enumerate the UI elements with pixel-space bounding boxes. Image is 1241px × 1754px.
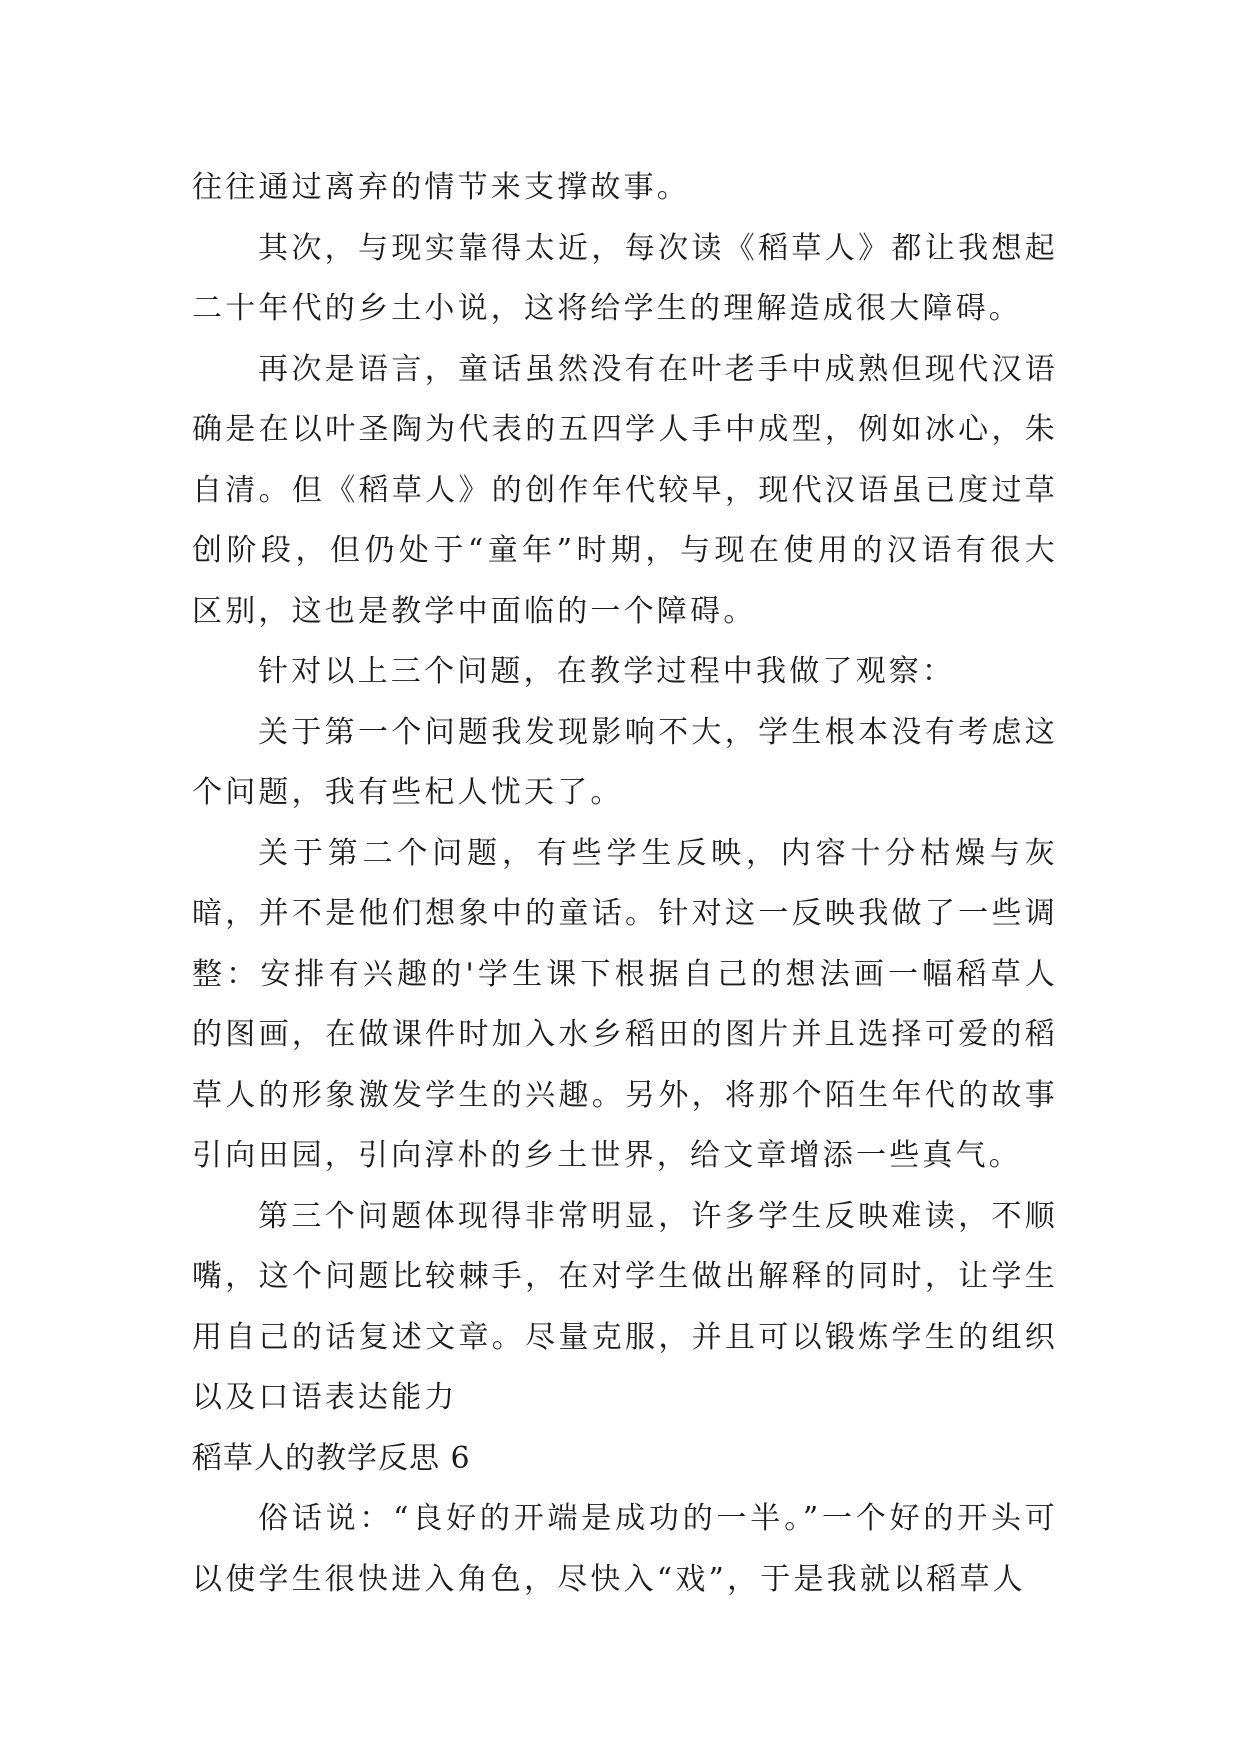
document-body (192, 158, 1058, 1610)
paragraph-first-issue: 关于第一个问题我发现影响不大，学生根本没有考虑这个问题，我有些杞人忧天了。 (192, 714, 1058, 810)
paragraph-observation-intro: 针对以上三个问题，在教学过程中我做了观察： (258, 654, 956, 689)
section-heading: 稻草人的教学反思 6 (192, 1440, 471, 1476)
paragraph-third-issue: 第三个问题体现得非常明显，许多学生反映难读，不顺嘴，这个问题比较棘手，在对学生做出解释的同时，让学生用自己的话复述文章。尽量克服，并且可以锻炼学生的组织以及口语表达能力 (192, 1198, 1058, 1415)
paragraph-opening-proverb: 俗话说：“良好的开端是成功的一半。”一个好的开头可以使学生很快进入角色，尽快入“戏”，于是我就以稻草人 (192, 1501, 1058, 1597)
paragraph-second-issue: 关于第二个问题，有些学生反映，内容十分枯燥与灰暗，并不是他们想象中的童话。针对这一反映我做了一些调整：安排有兴趣的'学生课下根据自己的想法画一幅稻草人的图画，在做课件时加入水乡稻田的图片并且选择可爱的稻草人的形象激发学生的兴趣。另外，将那个陌生年代的故事引向田园，引向淳朴的乡土世界，给文章增添一些真气。 (192, 835, 1058, 1173)
paragraph-second-problem-reality: 其次，与现实靠得太近，每次读《稻草人》都让我想起二十年代的乡土小说，这将给学生的理解造成很大障碍。 (192, 230, 1058, 326)
paragraph-third-problem-language: 再次是语言，童话虽然没有在叶老手中成熟但现代汉语确是在以叶圣陶为代表的五四学人手中成型，例如冰心，朱自清。但《稻草人》的创作年代较早，现代汉语虽已度过草创阶段，但仍处于“童年”时期，与现在使用的汉语有很大区别，这也是教学中面临的一个障碍。 (192, 351, 1058, 629)
paragraph-story-continuation: 往往通过离弃的情节来支撑故事。 (192, 170, 690, 205)
